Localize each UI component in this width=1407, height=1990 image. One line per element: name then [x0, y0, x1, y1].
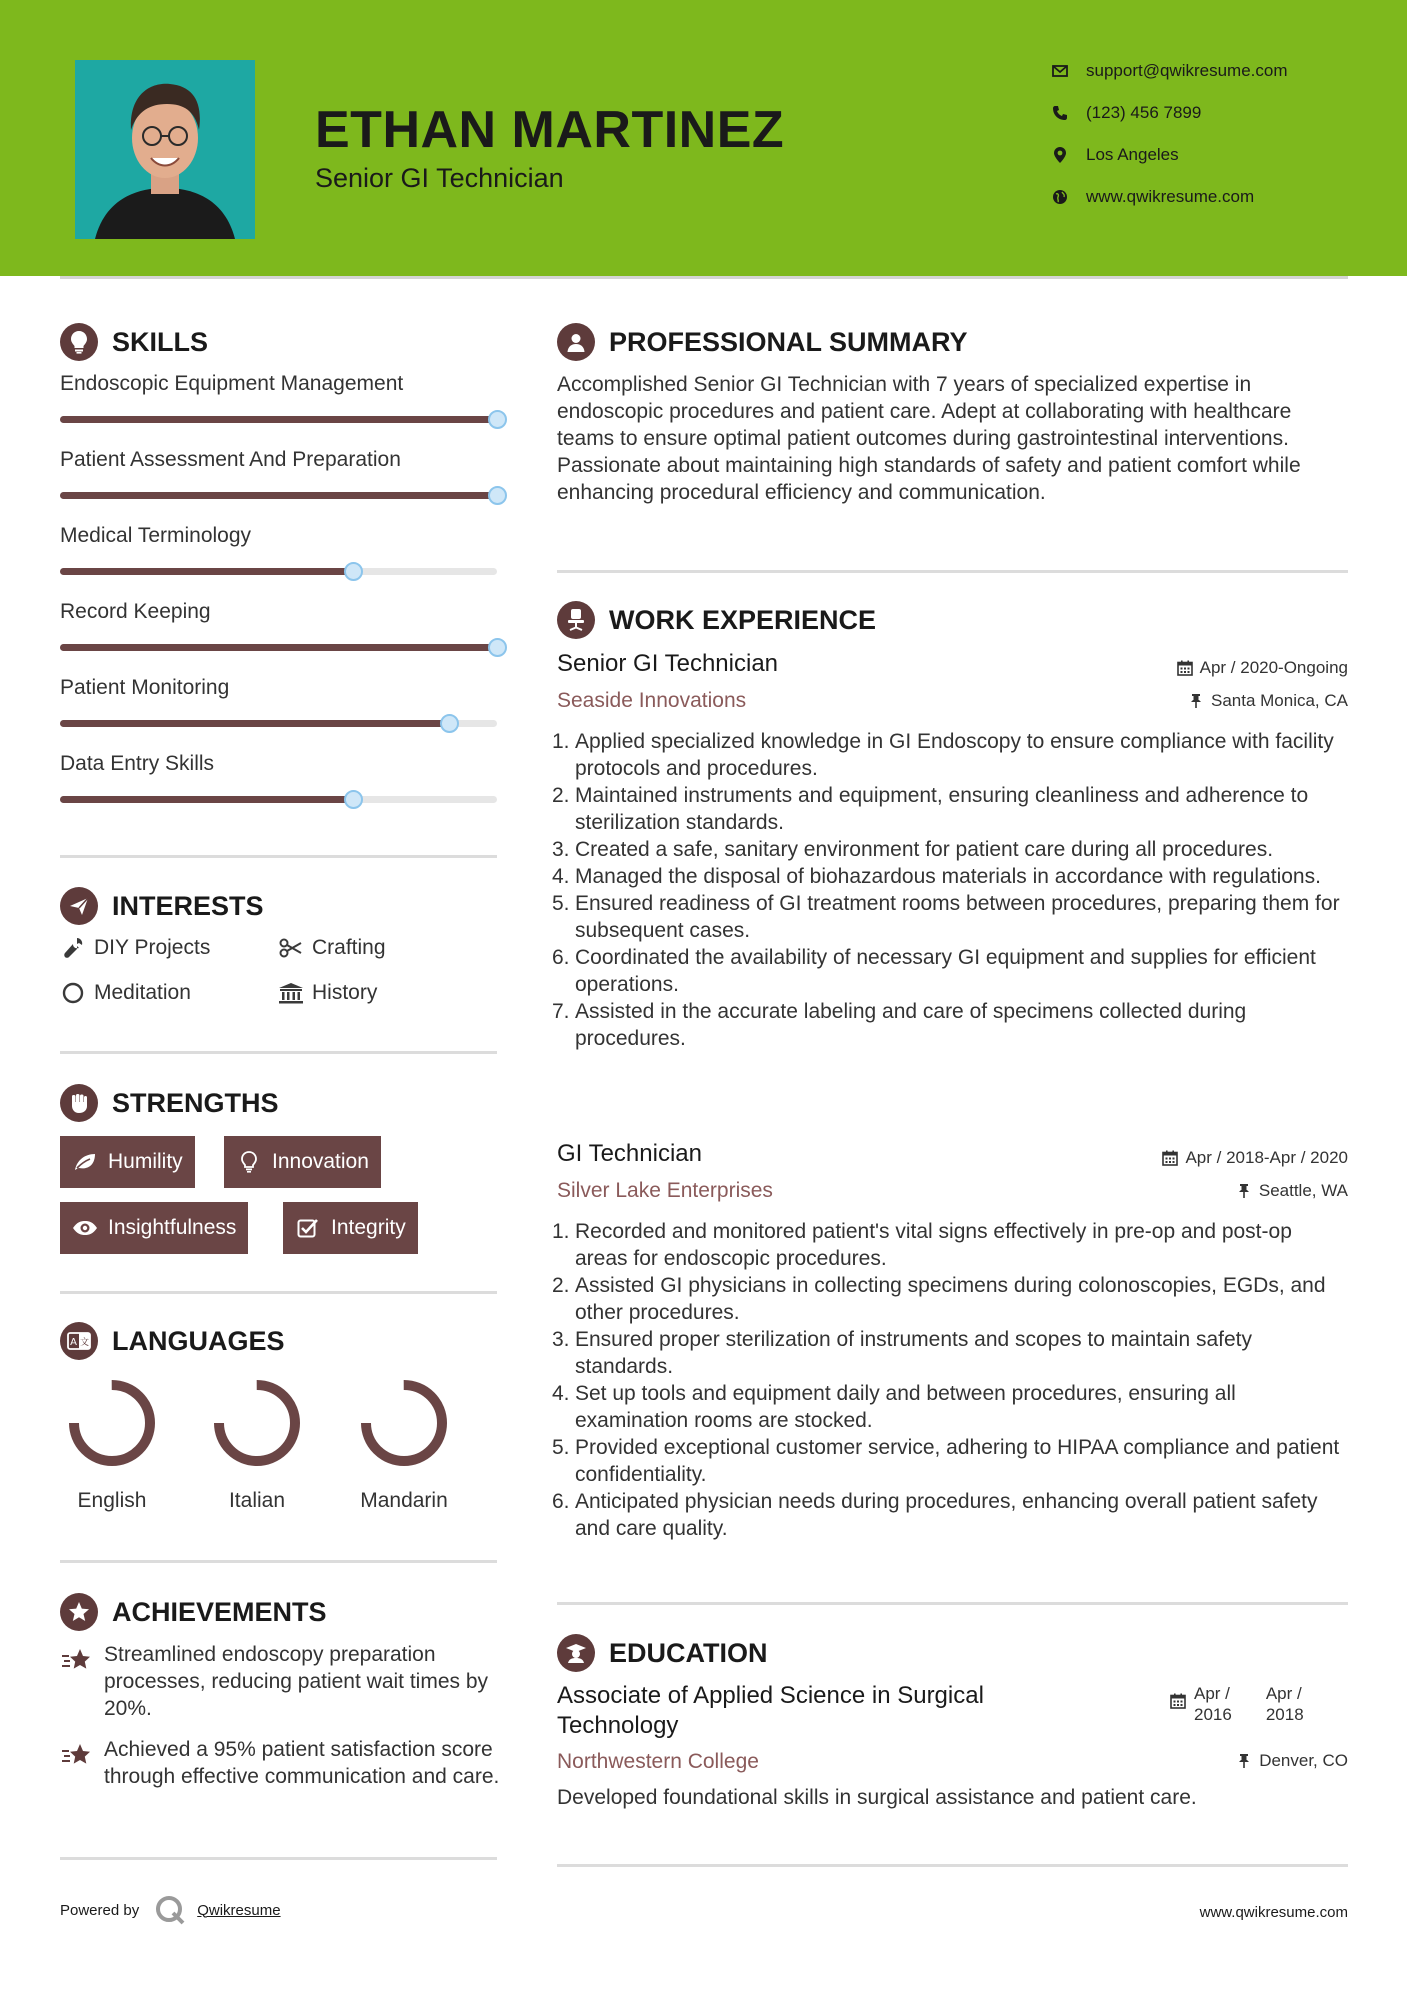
languages-title: LANGUAGES — [112, 1325, 285, 1356]
qwikresume-logo-icon — [153, 1893, 187, 1927]
skill-bar — [60, 644, 497, 651]
job-company: Seaside Innovations — [557, 689, 747, 712]
job-dates — [1161, 1148, 1348, 1168]
job-bullet-text: Provided exceptional customer service, adhering to HIPAA compliance and patient confidentiality. — [575, 1436, 1340, 1486]
interest-item-history — [278, 980, 377, 1006]
contact-phone-text: (123) 456 7899 — [1086, 103, 1202, 122]
paper-plane-icon — [60, 887, 98, 925]
job-dates — [1176, 658, 1348, 678]
wrench-icon — [60, 935, 86, 961]
calendar-icon — [1161, 1149, 1179, 1167]
skill-bar-fill — [60, 568, 353, 575]
job-location-text: Santa Monica, CA — [1210, 691, 1348, 710]
job-dates-text: Apr / 2020-Ongoing — [1199, 658, 1348, 677]
languages-divider — [60, 1560, 497, 1563]
summary-title: PROFESSIONAL SUMMARY — [609, 326, 968, 357]
qwikresume-link[interactable]: Qwikresume — [197, 1901, 281, 1919]
achievements-divider — [60, 1857, 497, 1860]
job-bullet: 6. Anticipated physician needs during procedures, enhancing overall patient safety and care quality. — [552, 1490, 1318, 1540]
languages-heading — [60, 1322, 285, 1360]
job-dates-text: Apr / 2018-Apr / 2020 — [1185, 1148, 1348, 1167]
language-label: English — [77, 1489, 147, 1512]
interest-label: DIY Projects — [94, 936, 211, 959]
job-bullet: 2. Maintained instruments and equipment, ensuring cleanliness and adherence to sterilization standards. — [552, 784, 1309, 834]
skill-level-knob — [344, 562, 363, 581]
job-bullet-text: Ensured proper sterilization of instruments and scopes to maintain safety standards. — [575, 1328, 1253, 1378]
footer-powered-by — [60, 1893, 281, 1927]
skill-bar — [60, 796, 497, 803]
job-bullet-text: Managed the disposal of biohazardous materials in accordance with regulations. — [575, 865, 1321, 888]
interest-label: Crafting — [312, 936, 386, 959]
education-start-date — [1194, 1683, 1232, 1725]
candidate-name: ETHAN MARTINEZ — [315, 101, 785, 159]
pushpin-icon — [1235, 1752, 1253, 1770]
job-bullet-text: Recorded and monitored patient's vital signs effectively in pre-op and post-op areas for endoscopic procedures. — [575, 1220, 1292, 1270]
svg-text:A: A — [70, 1337, 77, 1348]
pushpin-icon — [1235, 1182, 1253, 1200]
skill-bar-fill — [60, 644, 497, 651]
date-line: Apr / — [1265, 1684, 1302, 1703]
lightbulb-icon — [60, 323, 98, 361]
interest-item-meditation — [60, 980, 191, 1006]
skill-level-knob — [440, 714, 459, 733]
contact-location-text: Los Angeles — [1086, 145, 1179, 164]
education-dates — [1170, 1683, 1304, 1725]
strength-label: Integrity — [331, 1216, 406, 1239]
envelope-icon — [1050, 61, 1070, 81]
contact-email-text: support@qwikresume.com — [1086, 61, 1288, 80]
interest-label: History — [312, 981, 378, 1004]
job-bullet-text: Assisted in the accurate labeling and care of specimens collected during procedures. — [575, 1000, 1247, 1050]
education-heading — [557, 1634, 768, 1672]
skill-label: Record Keeping — [60, 600, 211, 623]
profile-photo — [75, 60, 255, 239]
check-square-icon — [295, 1215, 321, 1241]
job-company: Silver Lake Enterprises — [557, 1179, 773, 1202]
strength-tag-innovation — [224, 1136, 381, 1188]
experience-divider — [557, 1602, 1348, 1605]
skill-label: Patient Assessment And Preparation — [60, 448, 401, 471]
language-icon — [60, 1322, 98, 1360]
contact-phone[interactable] — [1050, 98, 1201, 128]
job-title: Senior GI Technician — [557, 650, 779, 677]
skill-label: Endoscopic Equipment Management — [60, 372, 404, 395]
achievements-title: ACHIEVEMENTS — [112, 1596, 327, 1627]
interests-heading — [60, 887, 264, 925]
header-divider — [60, 276, 1348, 279]
summary-heading — [557, 323, 968, 361]
circle-icon — [60, 980, 86, 1006]
star-badge-icon — [60, 1593, 98, 1631]
skill-bar-fill — [60, 720, 449, 727]
language-ring — [356, 1375, 452, 1471]
user-icon — [557, 323, 595, 361]
job-bullet: 4. Managed the disposal of biohazardous materials in accordance with regulations. — [552, 865, 1321, 888]
graduate-icon — [557, 1634, 595, 1672]
strength-label: Insightfulness — [108, 1216, 237, 1239]
interest-item-crafting — [278, 935, 386, 961]
strengths-title: STRENGTHS — [112, 1087, 279, 1118]
phone-icon — [1050, 103, 1070, 123]
job-bullet-text: Created a safe, sanitary environment for patient care during all procedures. — [575, 838, 1274, 861]
footer-website[interactable]: www.qwikresume.com — [1199, 1904, 1348, 1921]
interests-title: INTERESTS — [112, 890, 264, 921]
job-bullets — [552, 728, 1350, 1052]
job-bullet: 4. Set up tools and equipment daily and between procedures, ensuring all examination rooms are stocked. — [552, 1382, 1236, 1432]
job-bullet-text: Maintained instruments and equipment, ensuring cleanliness and adherence to sterilization standards. — [575, 784, 1309, 834]
education-description: Developed foundational skills in surgical assistance and patient care. — [557, 1786, 1197, 1809]
language-level-arc — [219, 1385, 295, 1461]
skill-level-knob — [488, 410, 507, 429]
job-bullet: 5. Ensured readiness of GI treatment rooms between procedures, preparing them for subsequent cases. — [552, 892, 1340, 942]
language-level-arc — [74, 1385, 150, 1461]
skill-level-knob — [344, 790, 363, 809]
job-bullet-text: Assisted GI physicians in collecting specimens during colonoscopies, EGDs, and other procedures. — [575, 1274, 1326, 1324]
strengths-heading — [60, 1084, 279, 1122]
contact-email[interactable] — [1050, 56, 1288, 86]
summary-divider — [557, 570, 1348, 573]
calendar-icon — [1176, 659, 1194, 677]
star-icon — [60, 1738, 94, 1772]
job-location-text: Seattle, WA — [1258, 1181, 1348, 1200]
skill-level-knob — [488, 486, 507, 505]
skills-heading — [60, 323, 208, 361]
language-ring — [64, 1375, 160, 1471]
language-item — [349, 1375, 459, 1513]
skill-label: Medical Terminology — [60, 524, 252, 547]
scissors-icon — [278, 935, 304, 961]
education-title: EDUCATION — [609, 1637, 768, 1668]
date-line: 2016 — [1194, 1705, 1232, 1724]
summary-text: Accomplished Senior GI Technician with 7 years of specialized expertise in endoscopic procedures and patient care. Adept at collaborating with healthcare teams to ensure optimal patient outcomes during gastrointestinal interventions. Passionate about maintaining high standards of safety and patient comfort while enhancing procedural efficiency and communication. — [557, 373, 1301, 504]
interests-divider — [60, 1051, 497, 1054]
globe-icon — [1050, 187, 1070, 207]
education-end-date — [1266, 1683, 1304, 1725]
job-bullet: 7. Assisted in the accurate labeling and care of specimens collected during procedures. — [552, 1000, 1247, 1050]
experience-heading — [557, 601, 876, 639]
job-bullet-text: Anticipated physician needs during procedures, enhancing overall patient safety and care quality. — [575, 1490, 1318, 1540]
language-ring — [209, 1375, 305, 1471]
language-label: Mandarin — [360, 1489, 448, 1512]
job-title: GI Technician — [557, 1140, 702, 1167]
skills-divider — [60, 855, 497, 858]
job-location — [1235, 1181, 1348, 1201]
experience-title: WORK EXPERIENCE — [609, 604, 877, 635]
skill-bar — [60, 720, 497, 727]
job-bullet: 5. Provided exceptional customer service, adhering to HIPAA compliance and patient confidentiality. — [552, 1436, 1340, 1486]
degree-title — [557, 1681, 984, 1741]
office-chair-icon — [557, 601, 595, 639]
job-bullet: 2. Assisted GI physicians in collecting specimens during colonoscopies, EGDs, and other procedures. — [552, 1274, 1326, 1324]
pushpin-icon — [1187, 692, 1205, 710]
skills-title: SKILLS — [112, 326, 209, 357]
svg-text:文: 文 — [79, 1338, 90, 1348]
skill-bar-fill — [60, 796, 353, 803]
job-bullet: 3. Ensured proper sterilization of instruments and scopes to maintain safety standards. — [552, 1328, 1253, 1378]
job-bullet: 3. Created a safe, sanitary environment for patient care during all procedures. — [552, 838, 1274, 861]
skill-label: Patient Monitoring — [60, 676, 230, 699]
achievement-text: Achieved a 95% patient satisfaction score through effective communication and care. — [104, 1738, 500, 1788]
contact-location — [1050, 140, 1179, 170]
museum-icon — [278, 980, 304, 1006]
language-label: Italian — [228, 1489, 286, 1512]
calendar-icon — [1170, 1693, 1188, 1711]
contact-website-text: www.qwikresume.com — [1086, 187, 1255, 206]
achievement-item — [60, 1736, 500, 1790]
education-location-text: Denver, CO — [1259, 1751, 1348, 1770]
strength-tag-humility — [60, 1136, 195, 1188]
skill-bar-fill — [60, 416, 497, 423]
job-bullet-text: Applied specialized knowledge in GI Endoscopy to ensure compliance with facility protocols and procedures. — [575, 730, 1334, 780]
candidate-role: Senior GI Technician — [315, 163, 564, 193]
skill-bar — [60, 568, 497, 575]
leaf-icon — [72, 1149, 98, 1175]
education-location — [1235, 1751, 1348, 1771]
job-bullets — [552, 1218, 1350, 1542]
degree-line: Associate of Applied Science in Surgical — [557, 1682, 984, 1709]
language-item — [57, 1375, 167, 1513]
lightbulb-icon — [236, 1149, 262, 1175]
skill-label: Data Entry Skills — [60, 752, 215, 775]
language-item — [202, 1375, 312, 1513]
school-name: Northwestern College — [557, 1750, 759, 1773]
map-pin-icon — [1050, 145, 1070, 165]
strength-label: Innovation — [272, 1150, 369, 1173]
job-bullet: 6. Coordinated the availability of necessary GI equipment and supplies for efficient operations. — [552, 946, 1316, 996]
strength-tag-insightfulness — [60, 1202, 248, 1254]
achievement-text: Streamlined endoscopy preparation processes, reducing patient wait times by 20%. — [104, 1643, 489, 1720]
date-line: Apr / — [1194, 1684, 1230, 1703]
interest-item-diy — [60, 935, 210, 961]
eye-icon — [72, 1215, 98, 1241]
degree-line: Technology — [557, 1712, 679, 1739]
language-level-arc — [366, 1385, 442, 1461]
job-bullet: 1. Applied specialized knowledge in GI Endoscopy to ensure compliance with facility protocols and procedures. — [552, 730, 1334, 780]
job-bullet-text: Coordinated the availability of necessary GI equipment and supplies for efficient operations. — [575, 946, 1316, 996]
date-line: 2018 — [1265, 1705, 1304, 1724]
achievement-item — [60, 1641, 500, 1722]
skill-level-knob — [488, 638, 507, 657]
job-bullet-text: Set up tools and equipment daily and between procedures, ensuring all examination rooms are stocked. — [575, 1382, 1236, 1432]
interest-label: Meditation — [94, 981, 191, 1004]
job-bullet: 1. Recorded and monitored patient's vital signs effectively in pre-op and post-op areas for endoscopic procedures. — [552, 1220, 1292, 1270]
strength-label: Humility — [108, 1150, 183, 1173]
achievements-heading — [60, 1593, 327, 1631]
fist-icon — [60, 1084, 98, 1122]
job-bullet-text: Ensured readiness of GI treatment rooms between procedures, preparing them for subsequent cases. — [575, 892, 1340, 942]
powered-by-label: Powered by — [60, 1901, 140, 1919]
skill-bar — [60, 492, 497, 499]
skill-bar — [60, 416, 497, 423]
strength-tag-integrity — [283, 1202, 418, 1254]
education-divider — [557, 1864, 1348, 1867]
contact-website[interactable] — [1050, 182, 1254, 212]
strengths-divider — [60, 1291, 497, 1294]
skill-bar-fill — [60, 492, 497, 499]
job-location — [1187, 691, 1348, 711]
star-icon — [60, 1643, 94, 1677]
